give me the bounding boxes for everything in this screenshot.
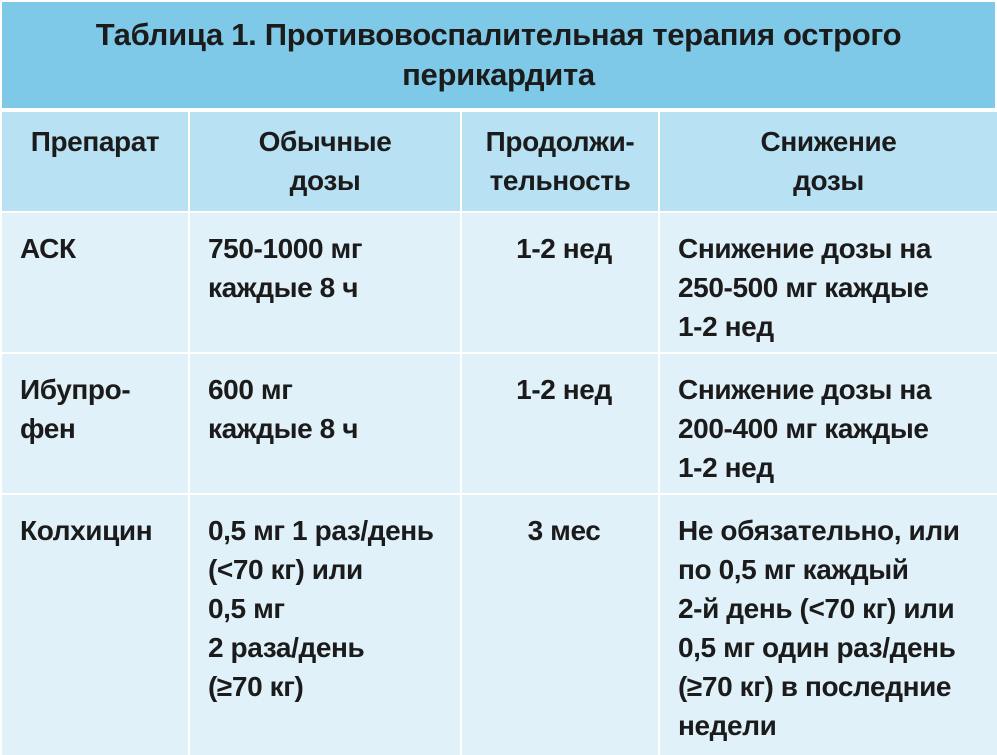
table-row bbox=[1, 353, 997, 494]
header-row bbox=[1, 111, 997, 212]
cell-dose: 600 мг каждые 8 ч bbox=[189, 353, 461, 494]
table-title: Таблица 1. Противовоспалительная терапия острого перикардита bbox=[95, 17, 902, 92]
table-title-bar bbox=[0, 0, 997, 110]
header-dose: Обычные дозы bbox=[189, 111, 461, 212]
table-row bbox=[1, 212, 997, 353]
header-drug: Препарат bbox=[1, 111, 189, 212]
cell-taper: Снижение дозы на 250-500 мг каждые 1-2 нед bbox=[659, 212, 997, 353]
cell-dose: 750-1000 мг каждые 8 ч bbox=[189, 212, 461, 353]
cell-duration: 1-2 нед bbox=[461, 353, 659, 494]
cell-drug: Колхицин bbox=[1, 494, 189, 755]
cell-drug: АСК bbox=[1, 212, 189, 353]
cell-drug: Ибупро- фен bbox=[1, 353, 189, 494]
cell-duration: 1-2 нед bbox=[461, 212, 659, 353]
therapy-data-table bbox=[0, 110, 997, 755]
header-duration: Продолжи- тельность bbox=[461, 111, 659, 212]
cell-taper: Не обязательно, или по 0,5 мг каждый 2-й день (<70 кг) или 0,5 мг один раз/день (≥70 кг) в последние недели bbox=[659, 494, 997, 755]
header-taper: Снижение дозы bbox=[659, 111, 997, 212]
cell-dose: 0,5 мг 1 раз/день (<70 кг) или 0,5 мг 2 раза/день (≥70 кг) bbox=[189, 494, 461, 755]
cell-taper: Снижение дозы на 200-400 мг каждые 1-2 нед bbox=[659, 353, 997, 494]
table-row bbox=[1, 494, 997, 755]
cell-duration: 3 мес bbox=[461, 494, 659, 755]
